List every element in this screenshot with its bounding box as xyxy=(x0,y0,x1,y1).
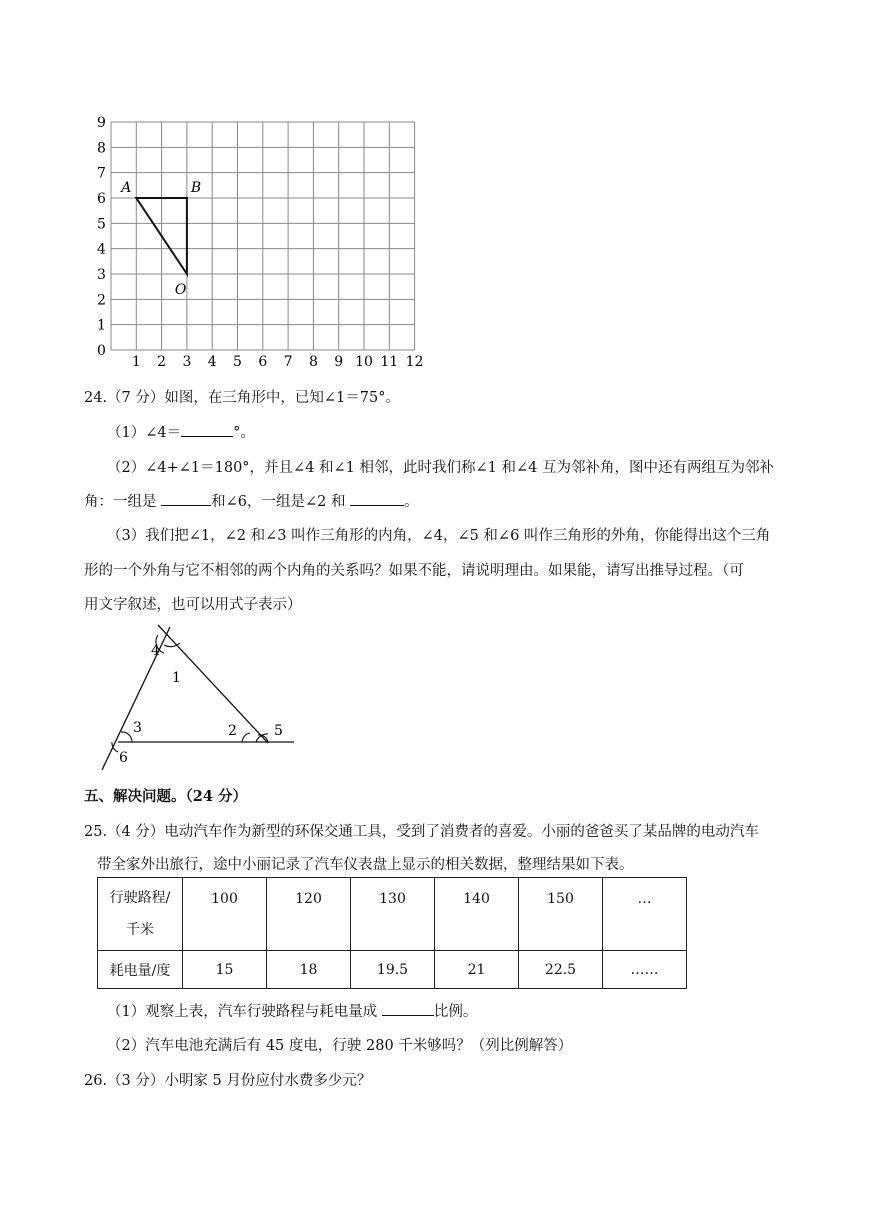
y-axis-tick-label: 3 xyxy=(97,267,106,283)
point-label-b: B xyxy=(190,180,202,196)
table-row-consumption xyxy=(98,951,687,989)
q24-part2-line1: （2）∠4+∠1＝180°，并且∠4 和∠1 相邻，此时我们称∠1 和∠4 互为邻补角，图中还有两组互为邻补 xyxy=(107,460,774,476)
data-table xyxy=(97,877,687,989)
q24-part2-text-c: 。 xyxy=(404,494,419,510)
q25-part2: （2）汽车电池充满后有 45 度电，行驶 280 千米够吗？（列比例解答） xyxy=(107,1038,573,1054)
table-cell: …… xyxy=(603,951,687,989)
table-cell: 150 xyxy=(519,878,603,951)
table-cell: 18 xyxy=(267,951,351,989)
table-cell: 100 xyxy=(183,878,267,951)
x-axis-tick-label: 9 xyxy=(334,354,344,370)
grid-lines xyxy=(111,122,415,350)
q24-part3-line1: （3）我们把∠1，∠2 和∠3 叫作三角形的内角，∠4，∠5 和∠6 叫作三角形的外角，你能得出这个三角 xyxy=(107,528,771,544)
grid-axis-labels xyxy=(97,115,424,370)
y-axis-tick-label: 5 xyxy=(97,216,106,233)
x-axis-tick-label: 8 xyxy=(308,354,318,370)
angle-label-5: 5 xyxy=(274,723,283,739)
q24-part3-line2: 形的一个外角与它不相邻的两个内角的关系吗？如果不能，请说明理由。如果能，请写出推导过程。（可 xyxy=(84,563,744,579)
y-axis-tick-label: 7 xyxy=(97,165,106,182)
x-axis-tick-label: 4 xyxy=(207,354,217,370)
q24-part1-text-a: （1）∠4＝ xyxy=(107,425,182,441)
x-axis-tick-label: 2 xyxy=(157,354,167,370)
angle-label-1: 1 xyxy=(172,670,181,686)
y-axis-tick-label: 9 xyxy=(97,115,106,131)
angle-label-4: 4 xyxy=(151,643,160,659)
table-cell: … xyxy=(603,878,687,951)
x-axis-tick-label: 3 xyxy=(182,354,192,370)
q24-part3-line3: 用文字叙述，也可以用式子表示） xyxy=(84,597,302,613)
table-header-distance-b: 千米 xyxy=(126,922,154,938)
triangle-angles-figure xyxy=(90,615,310,775)
answer-blank[interactable] xyxy=(161,491,211,506)
table-cell: 19.5 xyxy=(351,951,435,989)
point-label-o: O xyxy=(174,282,187,298)
y-axis-tick-label: 1 xyxy=(97,317,106,334)
q24-part1-text-b: °。 xyxy=(233,425,255,441)
q24-part2-line2 xyxy=(84,490,419,511)
table-header-distance xyxy=(98,878,183,951)
table-cell: 140 xyxy=(435,878,519,951)
answer-blank[interactable] xyxy=(181,422,233,437)
q25-line1: 25.（4 分）电动汽车作为新型的环保交通工具，受到了消费者的喜爱。小丽的爸爸买了某品牌的电动汽车 xyxy=(84,824,759,840)
q25-part1 xyxy=(107,1000,477,1021)
angle-label-2: 2 xyxy=(228,723,237,739)
x-axis-tick-label: 11 xyxy=(380,354,399,370)
x-axis-tick-label: 1 xyxy=(131,354,141,370)
table-row-distance xyxy=(98,878,687,951)
answer-blank[interactable] xyxy=(350,491,404,506)
q24-part2-text-a: 角：一组是 xyxy=(84,494,157,510)
angle-label-3: 3 xyxy=(133,720,142,736)
x-axis-tick-label: 12 xyxy=(405,354,424,370)
point-label-a: A xyxy=(121,180,132,196)
y-axis-tick-label: 4 xyxy=(97,241,106,258)
section-5-title: 五、解决问题。（24 分） xyxy=(84,788,247,805)
q24-part2-text-b: 和∠6，一组是∠2 和 xyxy=(211,494,346,510)
y-axis-tick-label: 0 xyxy=(97,343,106,359)
y-axis-tick-label: 8 xyxy=(97,140,106,157)
angle-arc-3 xyxy=(121,732,132,742)
table-header-distance-a: 行驶路程/ xyxy=(109,890,171,906)
angle-label-6: 6 xyxy=(119,750,128,766)
q25-line2: 带全家外出旅行，途中小丽记录了汽车仪表盘上显示的相关数据，整理结果如下表。 xyxy=(97,857,634,873)
x-axis-tick-label: 7 xyxy=(283,354,293,370)
q24-stem: 24.（7 分）如图，在三角形中，已知∠1＝75°。 xyxy=(84,390,400,406)
x-axis-tick-label: 5 xyxy=(233,354,242,370)
y-axis-tick-label: 6 xyxy=(97,191,106,207)
answer-blank[interactable] xyxy=(382,1001,434,1016)
q25-part1-text-a: （1）观察上表，汽车行驶路程与耗电量成 xyxy=(107,1004,378,1020)
table-cell: 15 xyxy=(183,951,267,989)
coordinate-grid-figure xyxy=(0,0,440,380)
angle-arc-2 xyxy=(242,733,250,742)
table-cell: 21 xyxy=(435,951,519,989)
x-axis-tick-label: 6 xyxy=(258,354,268,370)
q24-part1 xyxy=(107,421,255,442)
table-cell: 22.5 xyxy=(519,951,603,989)
table-cell: 120 xyxy=(267,878,351,951)
q26-line: 26.（3 分）小明家 5 月份应付水费多少元？ xyxy=(84,1073,372,1089)
x-axis-tick-label: 10 xyxy=(355,354,373,370)
table-header-consumption: 耗电量/度 xyxy=(98,951,183,989)
q25-part1-text-b: 比例。 xyxy=(433,1004,478,1020)
table-cell: 130 xyxy=(351,878,435,951)
y-axis-tick-label: 2 xyxy=(97,292,106,309)
